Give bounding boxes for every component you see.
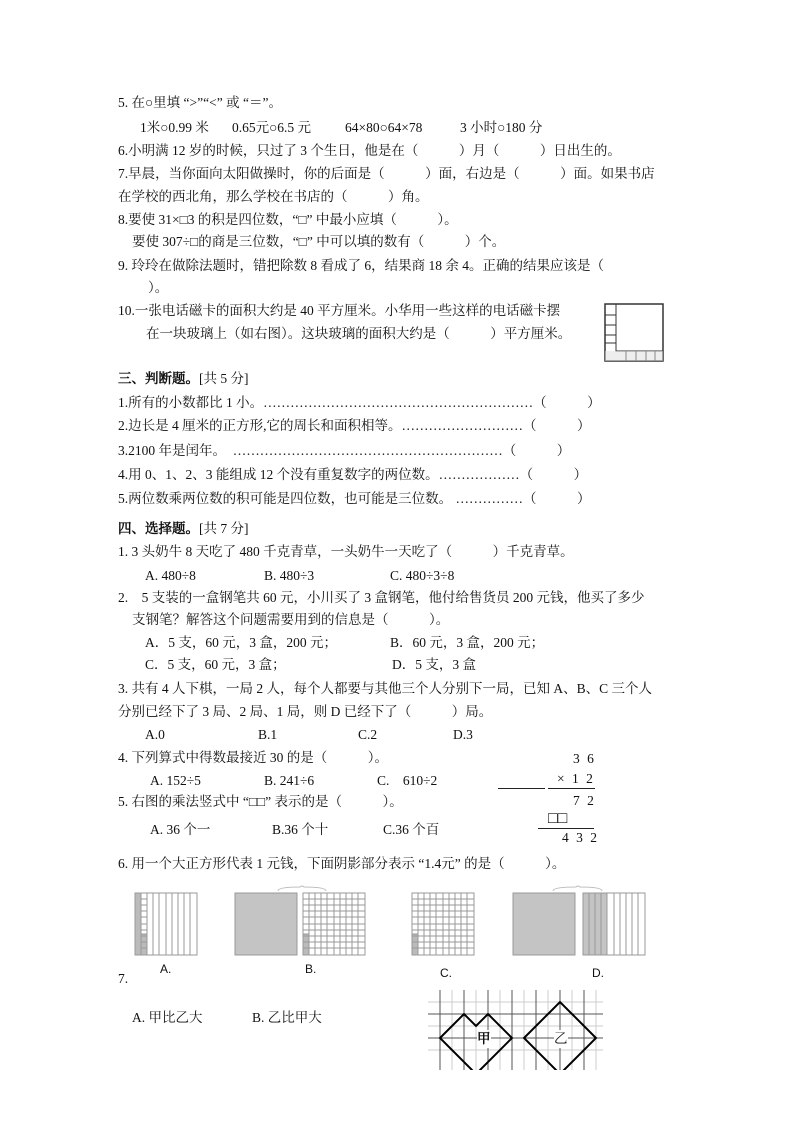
choice-option: B.36 个十 [272,822,329,837]
choice-option: C. 480÷3÷8 [390,568,455,583]
vertical-row: 7 2 [573,793,596,808]
figure-label-b: B. [305,962,317,976]
choice-option: C.2 [358,727,378,742]
choice-q7: 7. [118,971,129,986]
judge-score: [共 5 分] [199,371,249,386]
grid-shapes-figure [428,990,603,1070]
fill-q10: 10.一张电话磁卡的面积大约是 40 平方厘米。小华用一些这样的电话磁卡摆 [118,303,561,318]
fill-q7: 7.早晨，当你面向太阳做操时，你的后面是（ ）面，右边是（ ）面。如果书店 [118,166,655,181]
figure-label-a: A. [160,962,172,976]
fill-q10-cont: 在一块玻璃上（如右图）。这块玻璃的面积大约是（ ）平方厘米。 [146,326,572,341]
choice-option: B.1 [258,727,278,742]
choice-option: B. 480÷3 [264,568,315,583]
choice-option: B．60 元，3 盒，200 元； [390,635,545,650]
judge-item: 4.用 0、1、2、3 能组成 12 个没有重复数字的两位数。………………（ ） [118,467,588,482]
choice-q4: 4. 下列算式中得数最接近 30 的是（ ）。 [118,750,388,765]
judge-item: 3.2100 年是闰年。 ……………………………………………………（ ） [118,443,571,458]
fill-q9: 9. 玲玲在做除法题时，错把除数 8 看成了 6，结果商 18 余 4。正确的结果应该是（ [118,258,604,273]
vertical-row: × 1 2 [557,771,595,786]
choice-option: A. 36 个一 [150,822,211,837]
choice-q3: 3. 共有 4 人下棋，一局 2 人，每个人都要与其他三个人分别下一局，已知 A、B、C 三个人 [118,681,653,696]
fill-q8: 8.要使 31×□3 的积是四位数，“□” 中最小应填（ ）。 [118,212,458,227]
choice-option: C. 610÷2 [377,773,438,788]
vertical-row: 3 6 [573,751,596,766]
choice-option: C．5 支，60 元，3 盒； [145,657,286,672]
fill-q9-cont: ）。 [148,280,169,295]
choice-option: A. 甲比乙大 [132,1010,203,1025]
choice-q5: 5. 右图的乘法竖式中 “□□” 表示的是（ ）。 [118,794,403,809]
choice-option: A. 480÷8 [145,568,196,583]
judge-title: 三、判断题。 [118,371,199,386]
choice-option: B. 乙比甲大 [252,1010,322,1025]
card-figure [604,303,664,363]
shape-label-jia: 甲 [477,1031,491,1046]
choice-q2: 2. 5 支装的一盒钢笔共 60 元，小川买了 3 盒钢笔，他付给售货员 200 元钱，他买了多少 [118,590,645,605]
judge-item: 5.两位数乘两位数的积可能是四位数，也可能是三位数。 ……………（ ） [118,491,591,506]
fill-q5: 5. 在○里填 “>”“<” 或 “＝”。 [118,95,282,110]
vertical-row: 4 3 2 [562,830,599,845]
shape-label-yi: 乙 [554,1031,568,1046]
choice-option: B. 241÷6 [264,773,315,788]
choice-q6: 6. 用一个大正方形代表 1 元钱，下面阴影部分表示 “1.4元” 的是（ ）。 [118,856,566,871]
fill-q5-item: 64×80○64×78 [345,120,423,135]
fill-q5-item: 0.65元○6.5 元 [232,120,312,135]
choice-score: [共 7 分] [199,521,249,536]
fill-q7-cont: 在学校的西北角，那么学校在书店的（ ）角。 [118,189,429,204]
fill-q5-item: 3 小时○180 分 [460,120,543,135]
choice-option: A．5 支，60 元，3 盒，200 元； [145,635,337,650]
choice-option: A.0 [145,727,165,742]
money-squares-figure [130,885,690,965]
fill-q8-cont: 要使 307÷□的商是三位数，“□” 中可以填的数有（ ）个。 [132,234,506,249]
choice-q3-cont: 分别已经下了 3 局、2 局、1 局，则 D 已经下了（ ）局。 [118,704,493,719]
figure-label-c: C. [440,966,452,980]
fill-q6: 6.小明满 12 岁的时候，只过了 3 个生日，他是在（ ）月（ ）日出生的。 [118,143,621,158]
fill-q5-item: 1米○0.99 米 [140,120,209,135]
judge-item: 2.边长是 4 厘米的正方形,它的周长和面积相等。………………………（ ） [118,418,591,433]
judge-item: 1.所有的小数都比 1 小。……………………………………………………（ ） [118,395,601,410]
choice-q1: 1. 3 头奶牛 8 天吃了 480 千克青草，一头奶牛一天吃了（ ）千克青草。 [118,544,574,559]
choice-q2-cont: 支钢笔？解答这个问题需要用到的信息是（ ）。 [132,612,450,627]
choice-option: C.36 个百 [383,822,440,837]
vertical-row: □□ [548,810,568,827]
figure-label-d: D. [592,966,604,980]
choice-option: D.3 [453,727,473,742]
choice-title: 四、选择题。 [118,521,199,536]
choice-option: D．5 支，3 盒 [392,657,476,672]
choice-option: A. 152÷5 [150,773,201,788]
